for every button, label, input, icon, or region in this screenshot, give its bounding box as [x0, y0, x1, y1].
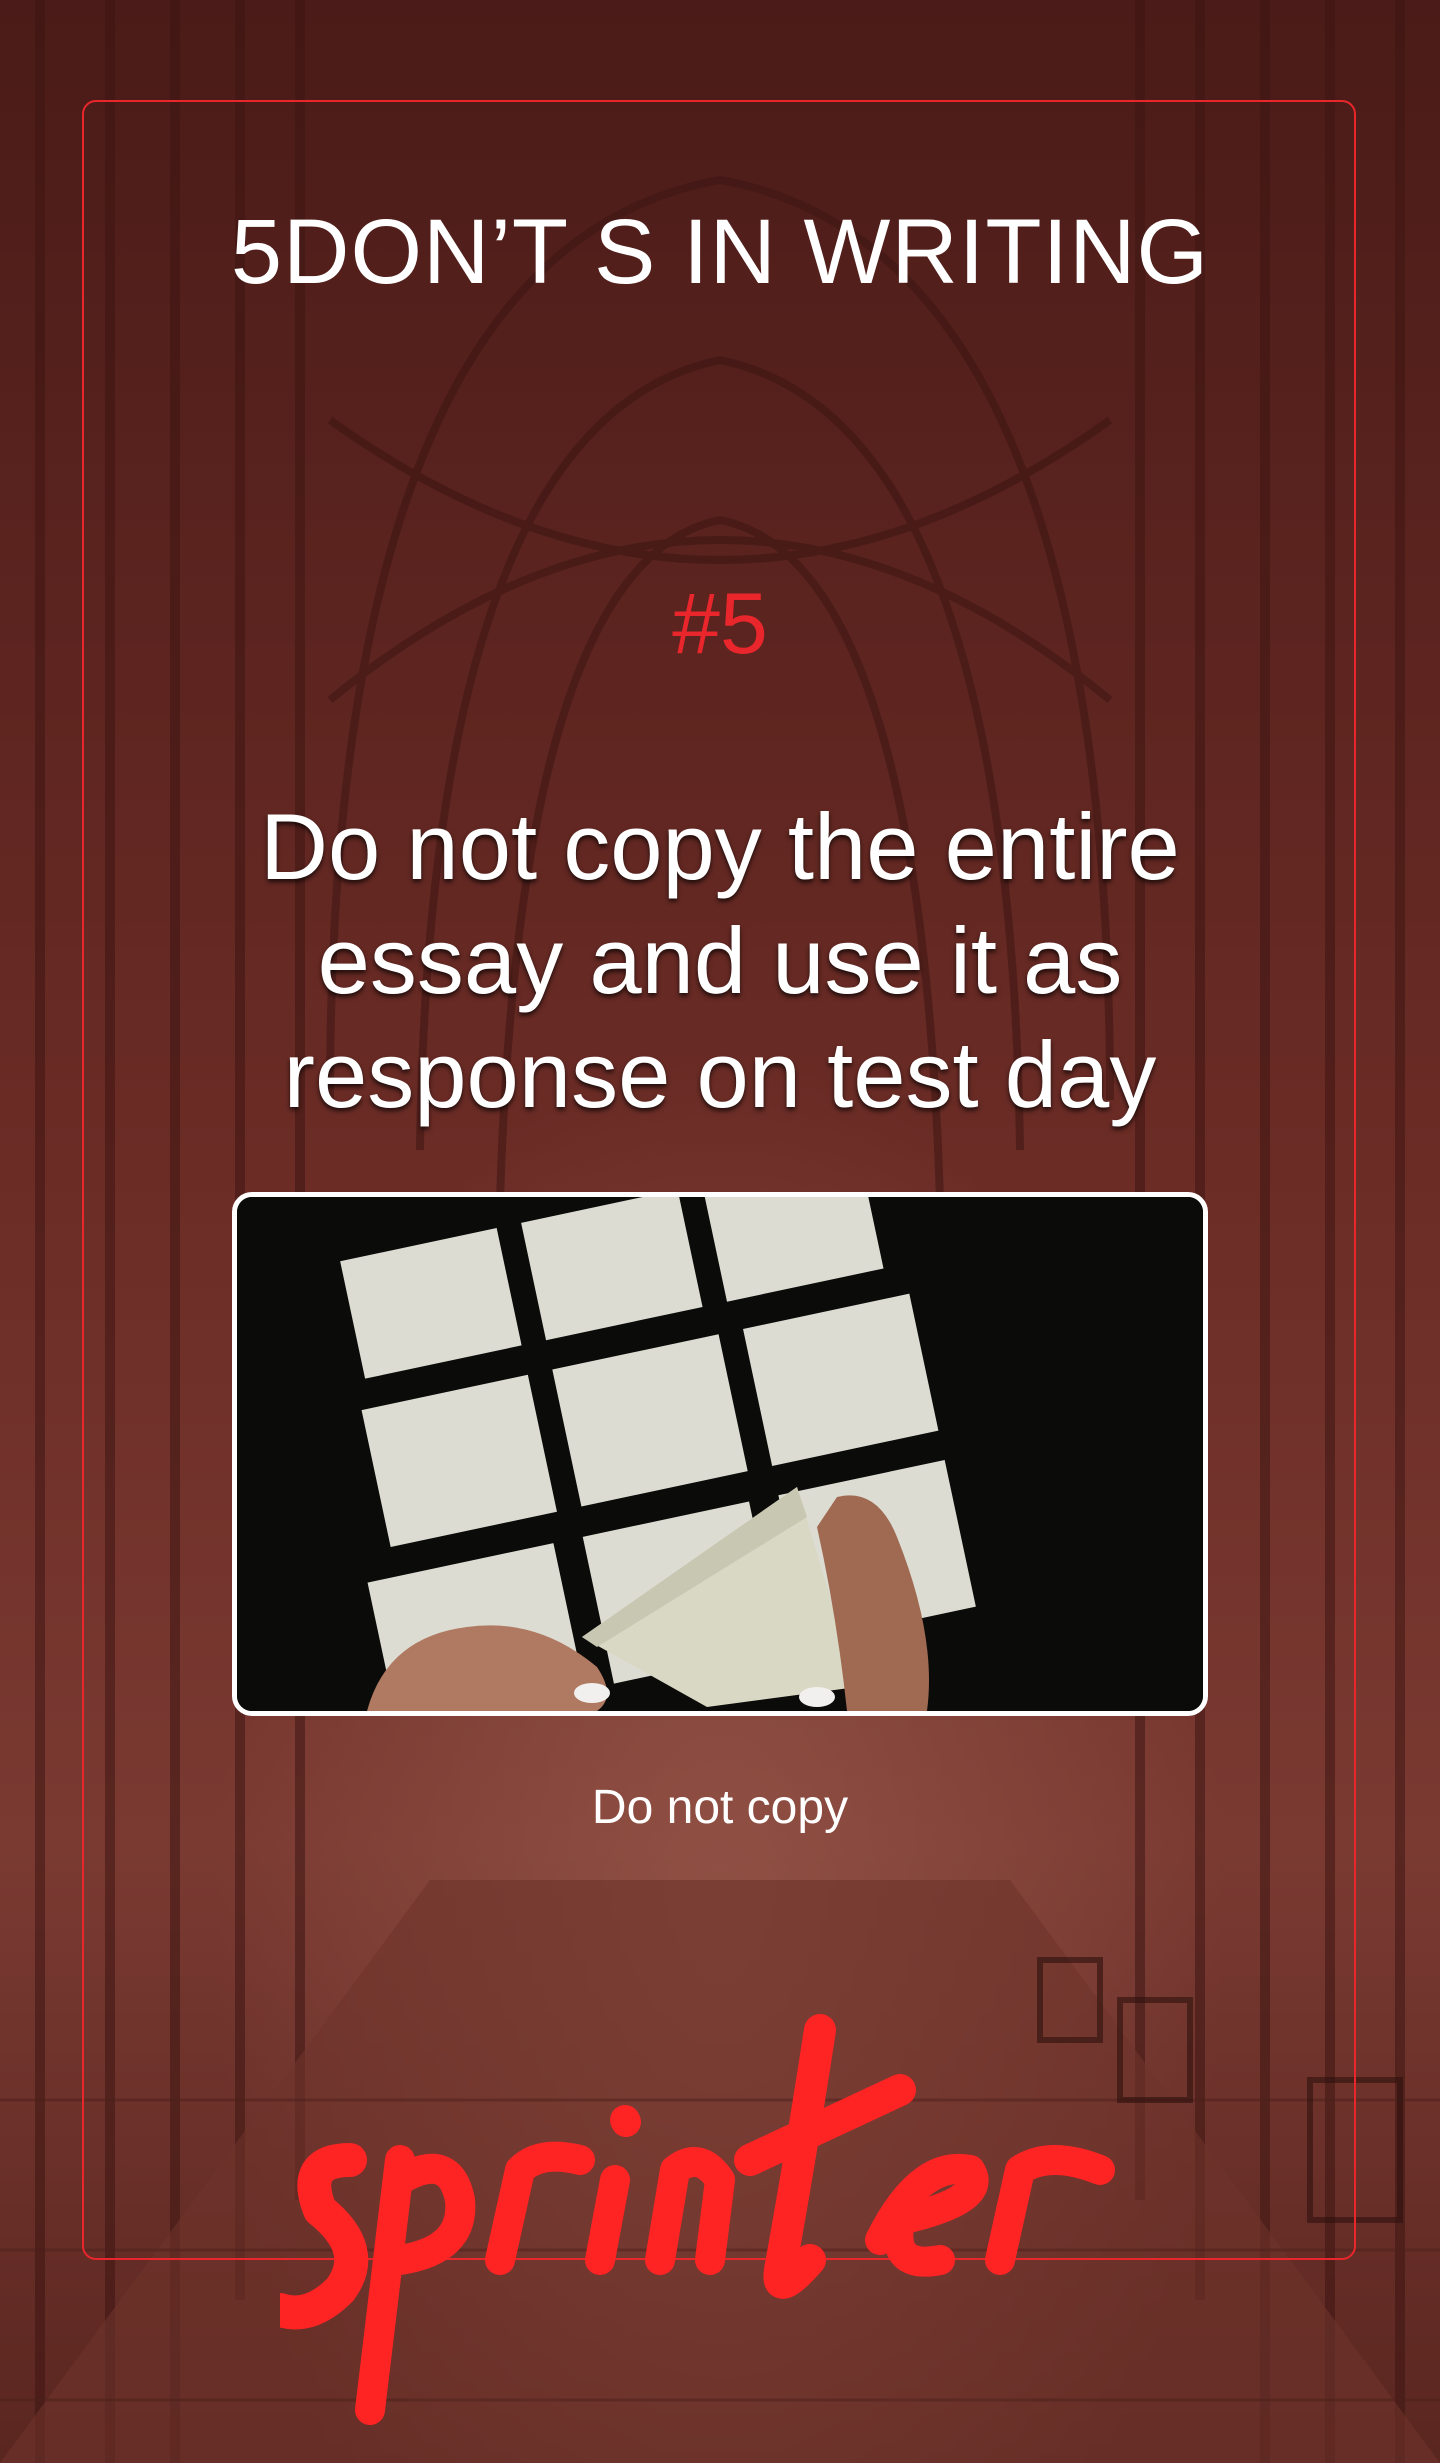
sprinter-logo — [280, 2010, 1180, 2430]
image-caption: Do not copy — [591, 1781, 849, 1834]
page-title: 5DON’T S IN WRITING — [230, 201, 1210, 303]
tip-number: #5 — [672, 576, 768, 672]
content-frame — [82, 100, 1356, 2260]
tip-text: Do not copy the entire essay and use it as response on test day — [260, 794, 1180, 1127]
illustration-photo — [232, 1192, 1208, 1716]
